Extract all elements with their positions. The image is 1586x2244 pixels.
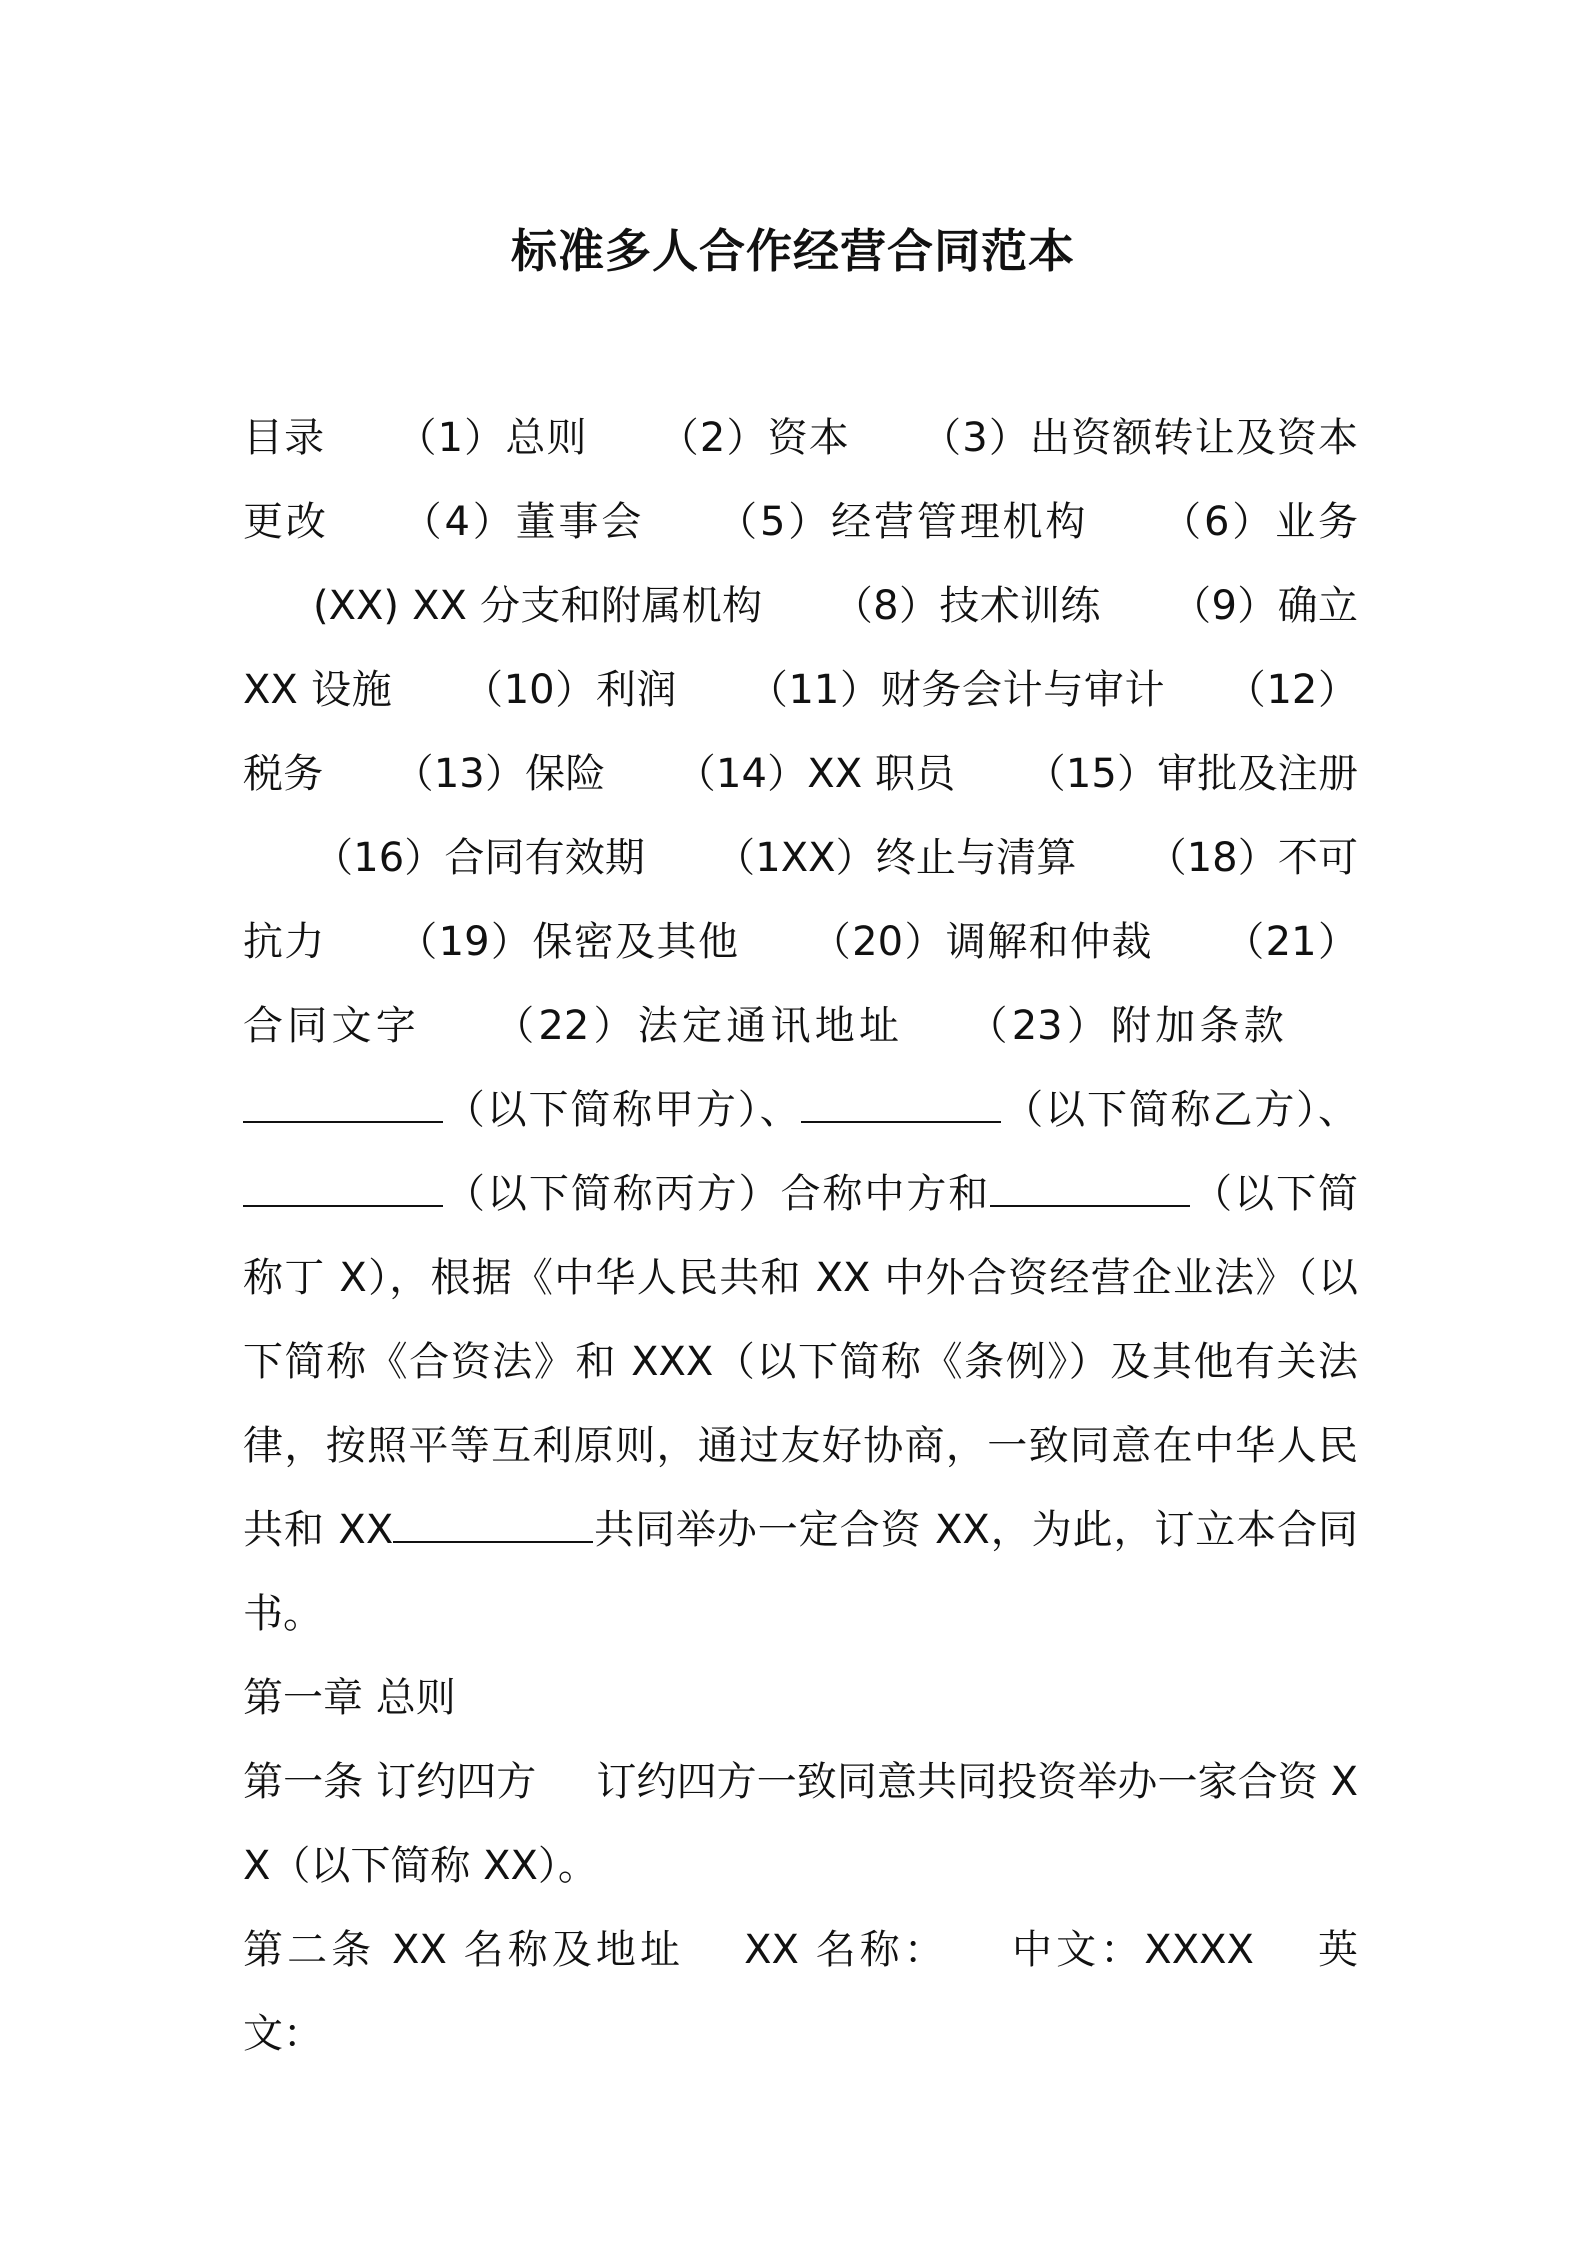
toc-item: （23）附加条款 [963,1003,1289,1049]
article-2-name-label: XX 名称： [744,1927,948,1973]
document-body [243,396,1358,2076]
location-blank [393,1507,593,1543]
toc-item: （8）技术训练 [832,583,1101,629]
toc-item: （6）业务 [1158,499,1359,545]
article-2 [243,1908,1358,2076]
article-1 [243,1740,1358,1908]
toc-label: 目录 [243,415,326,461]
toc-item: （10）利润 [462,667,678,713]
toc-item: （4）董事会 [398,499,645,545]
party-d-blank [990,1171,1190,1207]
toc-item: （1）总则 [395,415,588,461]
toc-item: (XX) XX 分支和附属机构 [313,583,763,629]
toc-item: （22）法定通讯地址 [489,1003,904,1049]
toc-item: （5）经营管理机构 [714,499,1089,545]
toc-item: （1XX）终止与清算 [715,835,1077,881]
toc-item: （20）调解和仲裁 [809,919,1153,965]
toc-item: （14）XX 职员 [675,751,956,797]
preamble-closing: 共同举办一定合资 XX，为此，订立本合同书。 [243,1507,1358,1637]
party-c-blank [243,1171,443,1207]
toc-item: （12）税务 [243,667,1358,797]
party-d-text: （以下简称丁 X），根据《中华人民共和 XX 中外合资经营企业法》（以下简称《合资法》和 XXX（以下简称《条例》）及其他有关法律，按照平等互利原则，通过友好协商，一致同意在中华人民共和 XX [243,1171,1359,1553]
toc-paragraph [243,396,1358,1656]
party-b-text: （以下简称乙方）、 [1001,1087,1359,1133]
article-1-text: 订约四方一致同意共同投资举办一家合资 XX（以下简称 XX）。 [243,1759,1359,1889]
toc-item: （15）审批及注册 [1025,751,1359,797]
toc-item: （19）保密及其他 [395,919,740,965]
toc-item: （3）出资额转让及资本更改 [243,415,1359,545]
party-a-text: （以下简称甲方）、 [443,1087,802,1133]
toc-item: （18）不可抗力 [243,835,1358,965]
article-1-title: 第一条 订约四方 [243,1759,537,1805]
party-b-blank [801,1087,1001,1123]
party-c-text: （以下简称丙方）合称中方和 [443,1171,991,1217]
toc-item: （16）合同有效期 [313,835,646,881]
toc-item: （11）财务会计与审计 [747,667,1166,713]
toc-item: （2）资本 [657,415,850,461]
toc-item: （13）保险 [393,751,606,797]
toc-item: （21）合同文字 [243,919,1358,1049]
article-2-cn: 中文：XXXX [1007,1927,1254,1973]
article-2-en: 英文： [243,1927,1359,2057]
document-title: 标准多人合作经营合同范本 [511,224,1075,278]
party-a-blank [243,1087,443,1123]
toc-item: （9）确立 XX 设施 [243,583,1359,713]
article-2-title: 第二条 XX 名称及地址 [243,1927,685,1973]
chapter-title: 第一章 总则 [243,1675,456,1721]
